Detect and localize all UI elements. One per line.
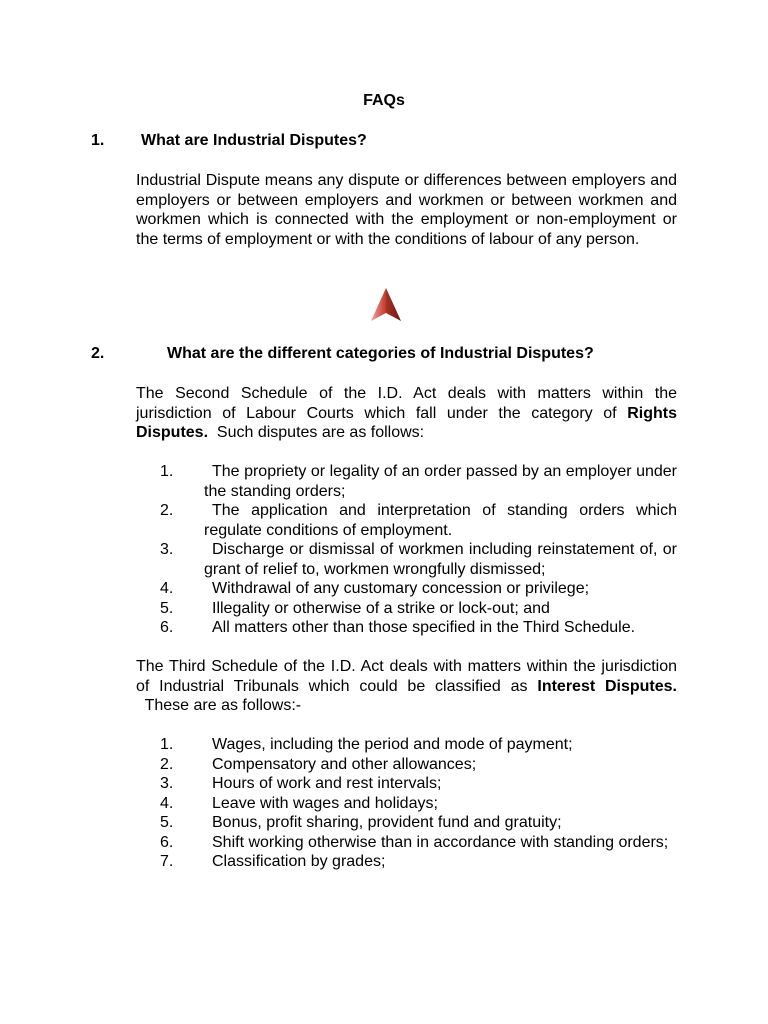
list-item-number: 1. [160, 463, 174, 480]
list-item [136, 755, 677, 775]
interest-intro-tail: These are as follows:- [136, 697, 302, 714]
question-1-heading: What are Industrial Disputes? [141, 132, 367, 149]
list-item-number: 3. [160, 541, 174, 558]
list-item-number: 2. [160, 755, 174, 773]
interest-intro-text: The Third Schedule of the I.D. Act deals with matters within the jurisdiction of Industrial Tribunals which could be classified as [136, 658, 677, 695]
list-item-number: 6. [160, 619, 174, 636]
list-item-text: The propriety or legality of an order passed by an employer under the standing orders; [204, 463, 677, 500]
list-item-number: 4. [160, 580, 174, 597]
list-item-number: 3. [160, 775, 174, 792]
list-item-text: Shift working otherwise than in accordance with standing orders; [212, 833, 669, 851]
list-item-number: 7. [160, 853, 174, 870]
rights-intro-text: The Second Schedule of the I.D. Act deals with matters within the jurisdiction of Labour Courts which fall under the category of [136, 385, 677, 422]
list-item [136, 774, 677, 794]
list-item-text: The application and interpretation of standing orders which regulate conditions of employment. [204, 502, 677, 539]
list-item [136, 833, 677, 853]
question-1-number: 1. [91, 132, 105, 149]
list-item-text: Leave with wages and holidays; [212, 794, 438, 812]
rights-disputes-intro [136, 384, 677, 443]
list-item-text: Bonus, profit sharing, provident fund and gratuity; [212, 814, 562, 831]
list-item [136, 540, 677, 579]
interest-disputes-intro [136, 657, 677, 716]
interest-disputes-list [136, 735, 677, 872]
page-title: FAQs [363, 92, 405, 109]
list-item [136, 735, 677, 755]
list-item-text: Classification by grades; [212, 853, 386, 870]
rights-disputes-list [136, 462, 677, 638]
list-item [136, 618, 677, 638]
rights-intro-tail: Such disputes are as follows: [208, 424, 425, 441]
question-1-answer: Industrial Dispute means any dispute or differences between employers and employers or between employers and workmen or between workmen and workmen which is connected with the employment or non-employment or the terms of employment or with the conditions of labour of any person. [136, 172, 677, 248]
list-item-number: 4. [160, 794, 174, 812]
list-item-number: 5. [160, 814, 174, 831]
rights-disputes-term: Rights Disputes. [136, 404, 677, 441]
question-2-number: 2. [91, 345, 105, 362]
list-item-number: 6. [160, 833, 174, 851]
list-item-text: Discharge or dismissal of workmen including reinstatement of, or grant of relief to, workmen wrongfully dismissed; [204, 541, 677, 578]
list-item [136, 579, 677, 599]
list-item-text: All matters other than those specified in the Third Schedule. [212, 619, 636, 636]
list-item-text: Hours of work and rest intervals; [212, 775, 442, 792]
list-item-number: 5. [160, 599, 174, 617]
up-arrow-icon[interactable] [367, 286, 405, 324]
list-item-text: Compensatory and other allowances; [212, 755, 477, 773]
list-item [136, 794, 677, 814]
list-item-text: Wages, including the period and mode of payment; [212, 736, 573, 753]
list-item [136, 599, 677, 619]
list-item [136, 813, 677, 833]
list-item-text: Withdrawal of any customary concession or privilege; [212, 580, 590, 597]
list-item-number: 1. [160, 736, 174, 753]
question-2-heading: What are the different categories of Industrial Disputes? [167, 345, 594, 362]
interest-disputes-term: Interest Disputes. [537, 677, 678, 695]
list-item-text: Illegality or otherwise of a strike or lock-out; and [212, 599, 550, 617]
list-item-number: 2. [160, 502, 174, 519]
list-item [136, 462, 677, 501]
list-item [136, 501, 677, 540]
list-item [136, 852, 677, 872]
